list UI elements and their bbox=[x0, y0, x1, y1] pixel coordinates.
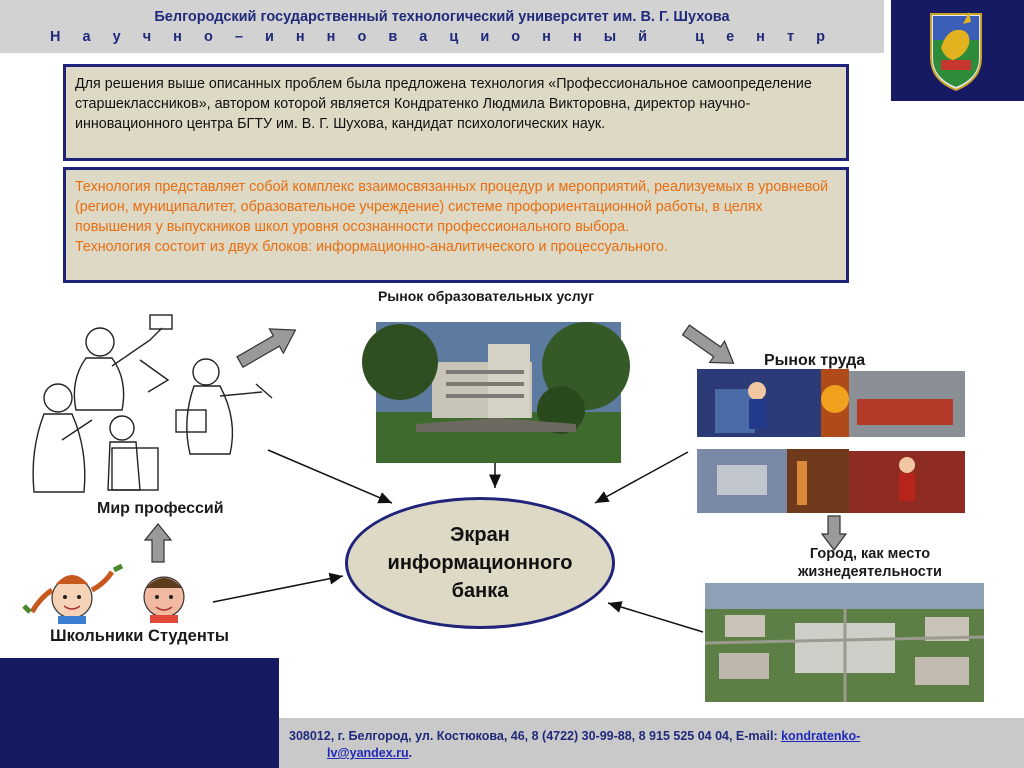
city-aerial-photo bbox=[705, 583, 984, 702]
footer-end: . bbox=[408, 746, 413, 760]
information-bank-screen bbox=[345, 497, 615, 629]
arrow-icon bbox=[145, 524, 171, 562]
footer-email-continuation bbox=[327, 746, 412, 760]
children-illustration bbox=[24, 566, 184, 624]
technology-paragraph-2: Технология состоит из двух блоков: информационно-аналитического и процессуального. bbox=[75, 239, 668, 255]
professions-illustration bbox=[33, 315, 272, 492]
university-title: Белгородский государственный технологический университет им. В. Г. Шухова bbox=[154, 9, 730, 25]
email-link[interactable]: kondratenko- bbox=[781, 729, 861, 743]
information-bank-label: Экран информационного банка bbox=[387, 524, 573, 602]
labor-market-collage bbox=[697, 369, 965, 513]
connector-professions bbox=[268, 450, 392, 503]
footer-address: 308012, г. Белгород, ул. Костюкова, 46, 8 (4722) 30-99-88, 8 915 525 04 04, E-mail: bbox=[289, 729, 778, 743]
connector-students bbox=[213, 576, 343, 602]
intro-text: Для решения выше описанных проблем была предложена технология «Профессиональное самоопределение старшеклассников», автором которой является Кондратенко Людмила Викторовна, директор научно-инновационного центра БГТУ им. В. Г. Шухова, кандидат психологических наук. bbox=[75, 76, 812, 132]
city-label: Город, как место жизнедеятельности bbox=[798, 546, 942, 580]
technology-paragraph-1: Технология представляет собой комплекс взаимосвязанных процедур и мероприятий, реализуемых в уровневой (регион, муниципалитет, образовательное учреждение) системе профориентационной работы, в целях повышения у выпускников школ уровня осознанности профессионального выбора. bbox=[75, 179, 829, 235]
students-label: Школьники Студенты bbox=[50, 627, 229, 645]
university-building-photo bbox=[376, 322, 621, 463]
bottom-left-panel bbox=[0, 658, 279, 768]
footer-bar bbox=[279, 718, 1024, 768]
email-link-continuation[interactable]: lv@yandex.ru bbox=[327, 746, 409, 760]
education-market-label: Рынок образовательных услуг bbox=[377, 288, 595, 304]
footer-contacts bbox=[289, 729, 860, 743]
connector-city bbox=[608, 603, 703, 632]
world-of-professions-label: Мир профессий bbox=[97, 500, 224, 517]
center-title: Н а у ч н о – и н н о в а ц и о н н ы й ц е н т р bbox=[50, 29, 834, 45]
arrow-icon bbox=[233, 318, 302, 374]
labor-market-label: Рынок труда bbox=[764, 352, 866, 369]
arrow-icon bbox=[679, 319, 741, 374]
